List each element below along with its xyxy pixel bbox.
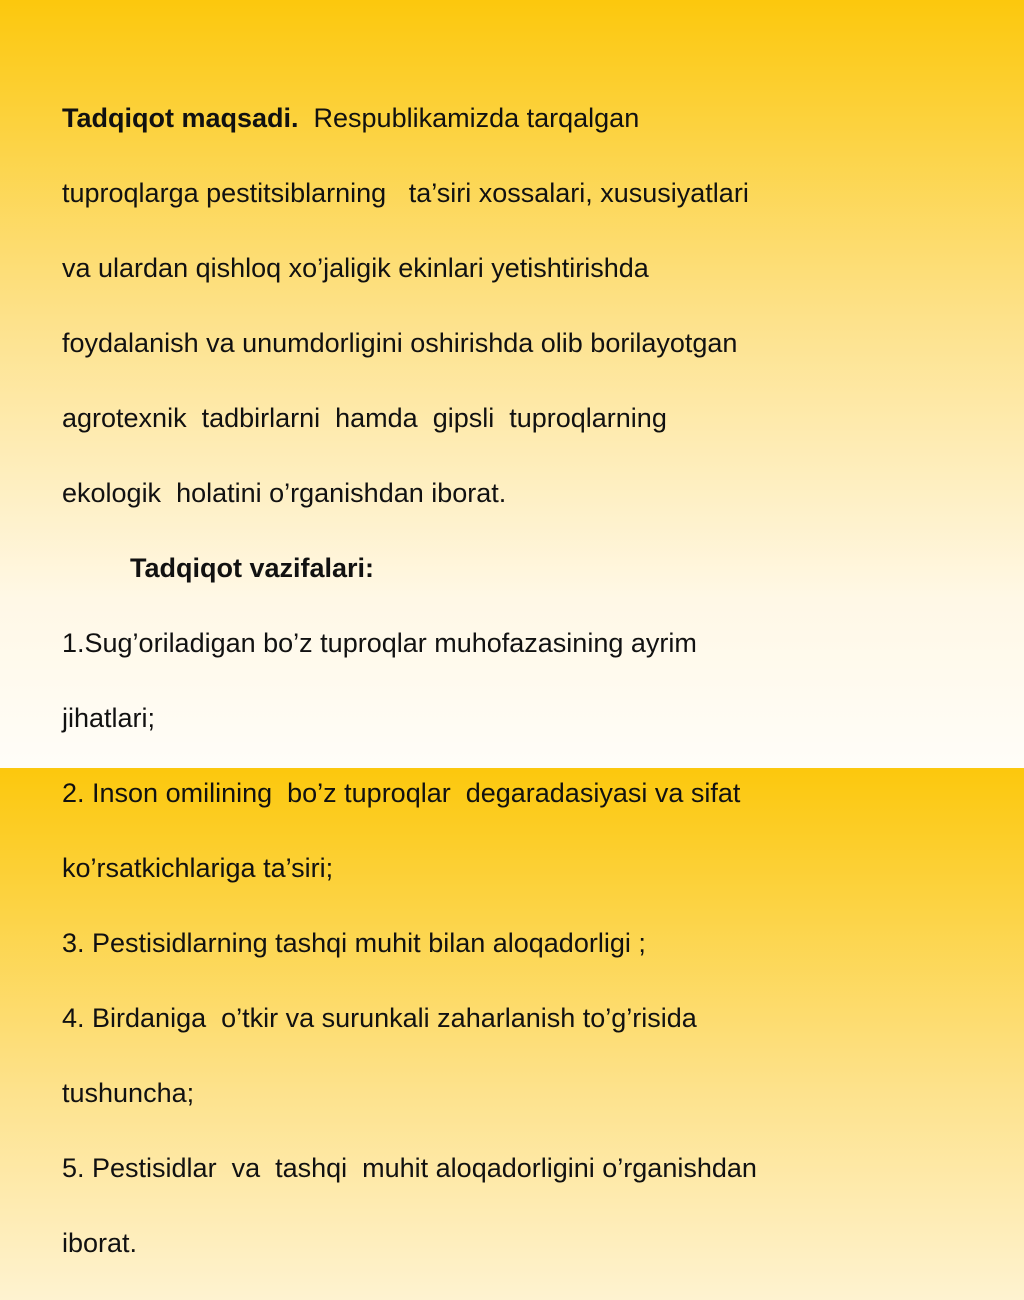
aim-text-1: Respublikamizda tarqalgan — [313, 102, 640, 133]
aim-line-4: foydalanish va unumdorligini oshirishda olib borilayotgan — [62, 327, 738, 358]
task-line-1: 1.Sug’oriladigan bo’z tuproqlar muhofazasining ayrim — [62, 627, 697, 658]
task-line-8: 5. Pestisidlar va tashqi muhit aloqadorligini o’rganishdan — [62, 1152, 757, 1183]
slide-body-text — [62, 62, 962, 1300]
tasks-heading-text: Tadqiqot vazifalari: — [130, 552, 375, 583]
aim-line-2: tuproqlarga pestitsiblarning ta’siri xossalari, xususiyatlari — [62, 177, 749, 208]
aim-line-3: va ulardan qishloq xo’jaligik ekinlari yetishtirishda — [62, 252, 649, 283]
aim-line-1 — [62, 100, 962, 138]
task-line-6: 4. Birdaniga o’tkir va surunkali zaharlanish to’g’risida — [62, 1002, 697, 1033]
task-line-5: 3. Pestisidlarning tashqi muhit bilan aloqadorligi ; — [62, 927, 646, 958]
task-line-3: 2. Inson omilining bo’z tuproqlar degaradasiyasi va sifat — [62, 777, 741, 808]
aim-line-6: ekologik holatini o’rganishdan iborat. — [62, 477, 507, 508]
aim-label: Tadqiqot maqsadi. — [62, 102, 299, 133]
task-line-7: tushuncha; — [62, 1077, 195, 1108]
aim-line-5: agrotexnik tadbirlarni hamda gipsli tuproqlarning — [62, 402, 667, 433]
task-line-4: ko’rsatkichlariga ta’siri; — [62, 852, 334, 883]
tasks-heading — [62, 550, 962, 588]
task-line-9: iborat. — [62, 1227, 138, 1258]
task-line-2: jihatlari; — [62, 702, 156, 733]
